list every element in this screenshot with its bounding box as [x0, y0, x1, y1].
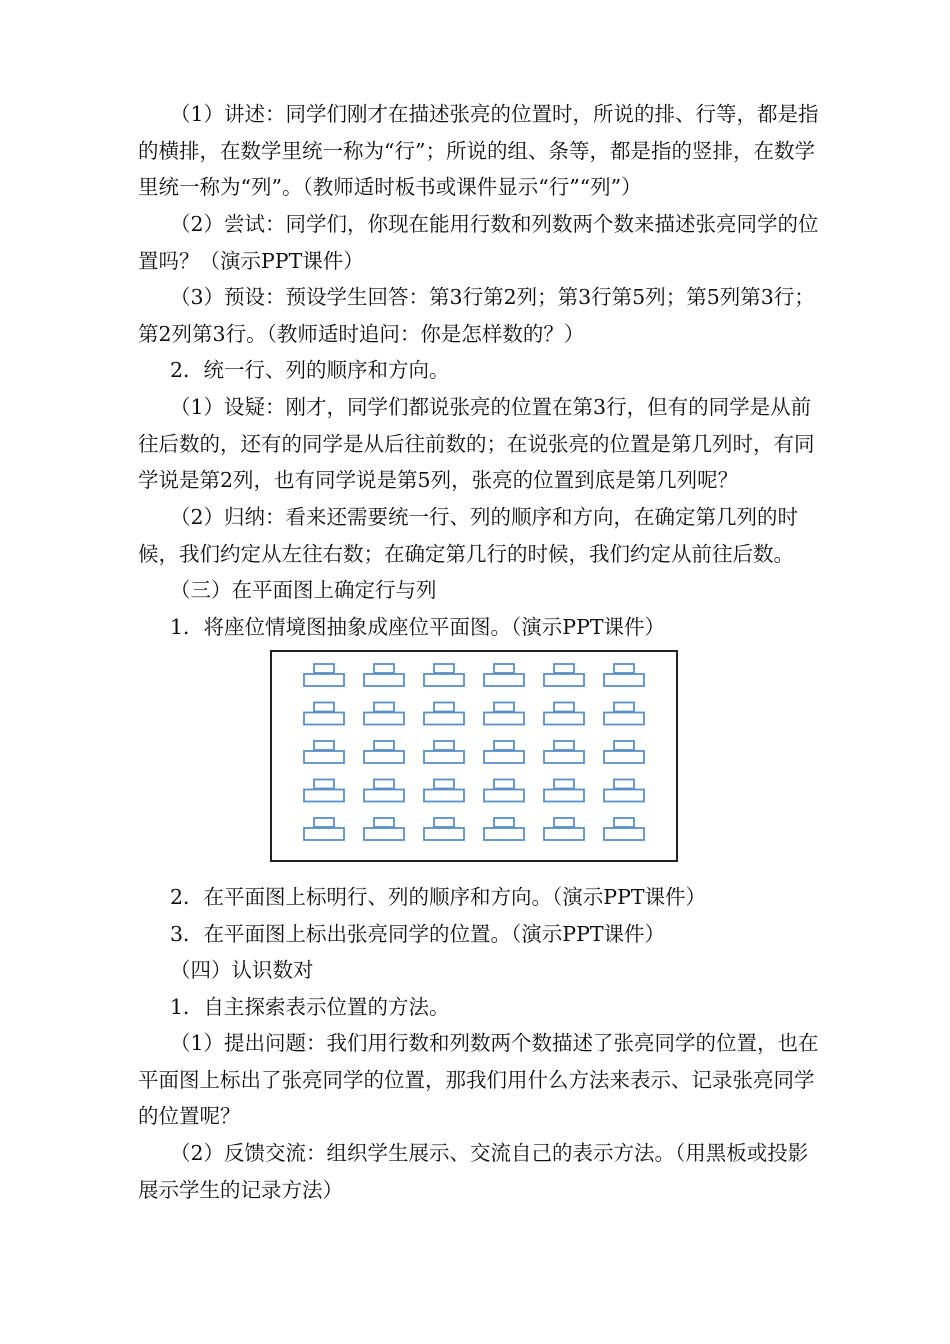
desk-shape — [304, 713, 344, 725]
seat-r2-c5 — [544, 703, 584, 725]
desk-shape — [424, 828, 464, 840]
seat-r2-c4 — [484, 703, 524, 725]
seat-r1-c1 — [304, 664, 344, 686]
desk-shape — [604, 674, 644, 686]
chair-shape — [374, 780, 394, 789]
seat-r3-c4 — [484, 741, 524, 763]
chair-shape — [314, 818, 334, 827]
desk-shape — [364, 713, 404, 725]
desk-shape — [484, 674, 524, 686]
seat-r2-c2 — [364, 703, 404, 725]
seat-r5-c3 — [424, 818, 464, 840]
seat-r4-c5 — [544, 780, 584, 802]
paragraph-preset: （3）预设：预设学生回答：第3行第2列；第3行第5列；第5列第3行；第2列第3行。（教师适时追问：你是怎样数的？） — [138, 285, 815, 346]
chair-shape — [614, 664, 634, 673]
chair-shape — [494, 780, 514, 789]
desk-shape — [304, 751, 344, 763]
desk-shape — [604, 828, 644, 840]
seat-r4-c4 — [484, 780, 524, 802]
seat-r1-c4 — [484, 664, 524, 686]
paragraph-attempt: （2）尝试：同学们，你现在能用行数和列数两个数来描述张亮同学的位置吗？（演示PPT课件） — [138, 212, 819, 273]
chair-shape — [614, 818, 634, 827]
chair-shape — [314, 741, 334, 750]
desk-shape — [484, 790, 524, 802]
desk-shape — [544, 674, 584, 686]
seat-r4-c3 — [424, 780, 464, 802]
chair-shape — [494, 703, 514, 712]
seat-r2-c1 — [304, 703, 344, 725]
seat-r2-c6 — [604, 703, 644, 725]
chair-shape — [614, 741, 634, 750]
desk-shape — [304, 674, 344, 686]
chair-shape — [554, 741, 574, 750]
section-heading-three: （三）在平面图上确定行与列 — [170, 578, 437, 602]
chair-shape — [434, 741, 454, 750]
heading-unify-order: 2．统一行、列的顺序和方向。 — [170, 358, 450, 382]
desk-shape — [484, 713, 524, 725]
desk-shape — [424, 674, 464, 686]
desk-shape — [364, 790, 404, 802]
desk-shape — [304, 828, 344, 840]
desk-shape — [424, 751, 464, 763]
seat-r3-c6 — [604, 741, 644, 763]
chair-shape — [374, 664, 394, 673]
desk-shape — [484, 828, 524, 840]
seat-r1-c5 — [544, 664, 584, 686]
chair-shape — [614, 780, 634, 789]
seat-r4-c6 — [604, 780, 644, 802]
seat-r1-c2 — [364, 664, 404, 686]
chair-shape — [314, 780, 334, 789]
desk-shape — [604, 790, 644, 802]
desk-shape — [604, 751, 644, 763]
desk-shape — [304, 790, 344, 802]
seat-r5-c6 — [604, 818, 644, 840]
seating-plan-figure — [270, 650, 678, 862]
chair-shape — [554, 664, 574, 673]
seat-r3-c1 — [304, 741, 344, 763]
seat-r5-c2 — [364, 818, 404, 840]
section-heading-four: （四）认识数对 — [170, 958, 314, 982]
chair-shape — [434, 664, 454, 673]
desk-shape — [364, 751, 404, 763]
paragraph-summary: （2）归纳：看来还需要统一行、列的顺序和方向，在确定第几列的时候，我们约定从左往右数；在确定第几行的时候，我们约定从前往后数。 — [138, 505, 799, 566]
seating-plan-diagram — [272, 652, 676, 860]
step-explore-method: 1．自主探索表示位置的方法。 — [170, 995, 450, 1019]
chair-shape — [494, 741, 514, 750]
desk-shape — [424, 713, 464, 725]
chair-shape — [314, 703, 334, 712]
seat-r5-c1 — [304, 818, 344, 840]
seat-r5-c4 — [484, 818, 524, 840]
desk-shape — [544, 751, 584, 763]
seat-r5-c5 — [544, 818, 584, 840]
paragraph-question: （1）设疑：刚才，同学们都说张亮的位置在第3行，但有的同学是从前往后数的，还有的同学是从后往前数的；在说张亮的位置是第几列时，有同学说是第2列，也有同学说是第5列，张亮的位置到底是第几列呢？ — [138, 395, 815, 492]
chair-shape — [434, 780, 454, 789]
desk-shape — [424, 790, 464, 802]
desk-shape — [484, 751, 524, 763]
paragraph-explain: （1）讲述：同学们刚才在描述张亮的位置时，所说的排、行等，都是指的横排，在数学里统一称为“行”；所说的组、条等，都是指的竖排，在数学里统一称为“列”。（教师适时板书或课件显示“行”“列”） — [138, 102, 819, 199]
desk-shape — [364, 674, 404, 686]
chair-shape — [434, 818, 454, 827]
step-mark-direction: 2．在平面图上标明行、列的顺序和方向。（演示PPT课件） — [170, 885, 707, 909]
step-abstract-plan: 1．将座位情境图抽象成座位平面图。（演示PPT课件） — [170, 615, 666, 639]
chair-shape — [374, 741, 394, 750]
seat-r1-c3 — [424, 664, 464, 686]
chair-shape — [614, 703, 634, 712]
seat-r3-c3 — [424, 741, 464, 763]
desk-shape — [544, 790, 584, 802]
desk-shape — [604, 713, 644, 725]
desk-shape — [544, 828, 584, 840]
seat-r3-c5 — [544, 741, 584, 763]
seat-r1-c6 — [604, 664, 644, 686]
seat-r4-c2 — [364, 780, 404, 802]
chair-shape — [314, 664, 334, 673]
desk-shape — [544, 713, 584, 725]
step-mark-position: 3．在平面图上标出张亮同学的位置。（演示PPT课件） — [170, 922, 666, 946]
chair-shape — [374, 703, 394, 712]
chair-shape — [494, 664, 514, 673]
paragraph-feedback: （2）反馈交流：组织学生展示、交流自己的表示方法。（用黑板或投影展示学生的记录方法） — [138, 1141, 809, 1202]
chair-shape — [494, 818, 514, 827]
seat-r4-c1 — [304, 780, 344, 802]
chair-shape — [374, 818, 394, 827]
chair-shape — [554, 703, 574, 712]
desk-shape — [364, 828, 404, 840]
chair-shape — [554, 780, 574, 789]
seat-r2-c3 — [424, 703, 464, 725]
chair-shape — [434, 703, 454, 712]
chair-shape — [554, 818, 574, 827]
paragraph-ask-question: （1）提出问题：我们用行数和列数两个数描述了张亮同学的位置，也在平面图上标出了张亮同学的位置，那我们用什么方法来表示、记录张亮同学的位置呢？ — [138, 1031, 819, 1128]
seat-r3-c2 — [364, 741, 404, 763]
